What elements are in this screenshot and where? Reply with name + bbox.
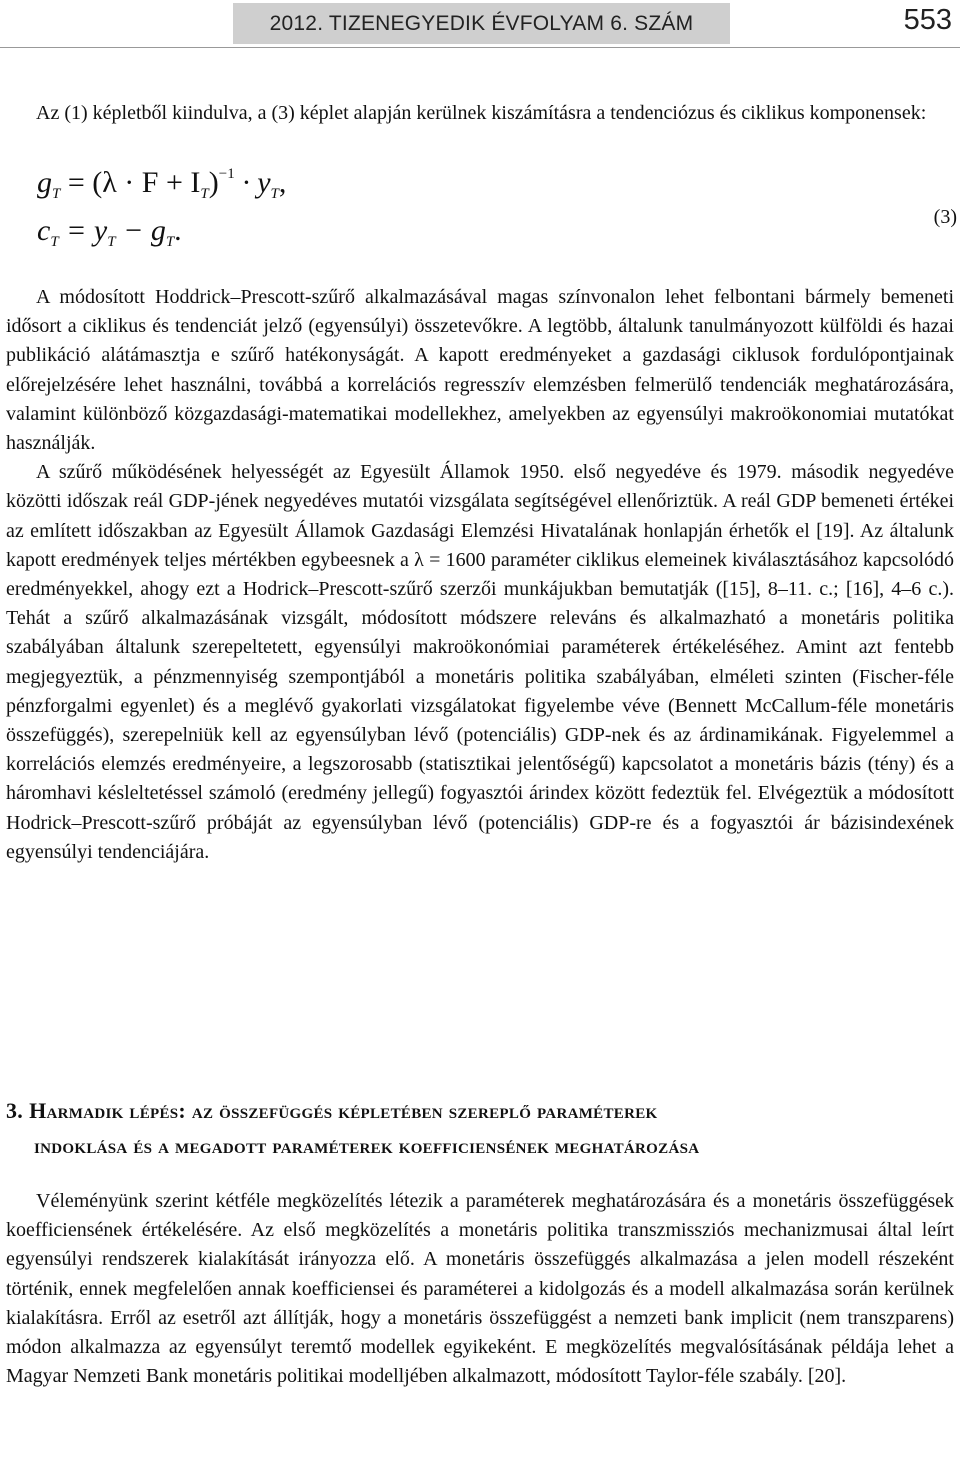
equation-symbol: c — [37, 214, 51, 247]
equation-symbol: g — [37, 166, 52, 199]
equation-subscript: T — [52, 186, 61, 202]
section-heading-3 — [6, 1093, 954, 1163]
equation-subscript: T — [50, 234, 59, 250]
equation-number: (3) — [933, 206, 957, 228]
main-text-section-3 — [6, 1187, 954, 1391]
equation-subscript: T — [200, 186, 209, 202]
equation-subscript: T — [107, 234, 116, 250]
equation-3 — [37, 166, 957, 266]
equation-term: = (λ · F + I — [60, 166, 201, 199]
main-text-section-2 — [6, 283, 954, 867]
intro-paragraph-block — [6, 99, 954, 128]
equation-term: ) — [208, 166, 219, 199]
equation-superscript: −1 — [218, 166, 235, 182]
equation-term: · y — [234, 166, 271, 199]
equation-line-g — [37, 166, 286, 203]
equation-line-c — [37, 214, 182, 251]
paragraph-approaches: Véleményünk szerint kétféle megközelítés létezik a paraméterek meghatározására és a monetáris összefüggések koefficiensének értékelésére. Az első megközelítés a monetáris politika transzmissziós mechanizmusai által leírt egyensúlyi rendszerek kialakítását irányozza elő. A monetáris összefüggés alkalmazása a jelen modell részeként történik, ennek megfelelően annak koefficiensei és paraméterei a kidolgozás és a modell alkalmazása során kerülnek kialakításra. Erről az esetről azt állítják, hogy a monetáris összefüggést a nemzeti bank implicit (nem transzparens) módon alkalmazza az egyensúlyt teremtő modellek egyikeként. E megközelítés megvalósításának példája lehet a Magyar Nemzeti Bank monetáris politikai modelljében alkalmazott, módosított Taylor-féle szabály. [20]. — [6, 1190, 954, 1388]
equation-term: , — [278, 166, 287, 199]
running-header-band — [233, 3, 730, 44]
intro-paragraph: Az (1) képletből kiindulva, a (3) képlet alapján kerülnek kiszámításra a tendenciózus és ciklikus komponensek: — [36, 102, 927, 124]
page-number: 553 — [903, 4, 952, 36]
equation-subscript: T — [270, 186, 279, 202]
paragraph-filter-description: A módosított Hoddrick–Prescott-szűrő alkalmazásával magas színvonalon lehet felbontani bármely bemeneti idősort a ciklikus és tendenciát jelző (egyensúlyi) összetevőkre. A legtöbb, általunk tanulmányozott külföldi és hazai publikáció alátámasztja e szűrő hatékonyságát. A kapott eredményeket a gazdasági ciklusok fordulópontjainak előrejelzésére lehet használni, továbbá a korrelációs regresszív elemzésben felmerülő tendenciák meghatározására, valamint különböző közgazdasági-matematikai modellekhez, amelyekben az egyensúlyi makroökonomiai mutatókat használják. — [6, 286, 954, 455]
section-title-line-2: indoklása és a megadott paraméterek koefficiensének meghatározása — [34, 1133, 700, 1158]
section-title-line-1: Harmadik lépés: az összefüggés képletében szereplő paraméterek — [29, 1098, 658, 1123]
equation-term: . — [174, 214, 182, 247]
paragraph-filter-validation: A szűrő működésének helyességét az Egyesült Államok 1950. első negyedéve és 1979. második negyedéve közötti időszak reál GDP-jének negyedéves mutatói vizsgálata segítségével ellenőriztük. A reál GDP bemeneti értékei az említett időszakban az Egyesült Államok Gazdasági Elemzési Hivatalának honlapján érhetők el [19]. Az általunk kapott eredmények teljes mértékben egybeesnek a λ = 1600 paraméter ciklikus elemeinek kiválasztásához kapcsolódó eredményekkel, ahogy ezt a Hodrick–Prescott-szűrő szerzői munkájukban bemutatják ([15], 8–11. c.; [16], 4–6 c.). Tehát a szűrő alkalmazásának vizsgált, módosított módszere releváns és alkalmazható a monetáris politika szabályában általunk szerepeltetett, egyensúlyi makroökonómiai paraméterek értékeléséhez. Amint azt fentebb megjegyeztük, a pénzmennyiség szempontjából a monetáris politika szabályában, elméleti szinten (Fischer-féle pénzforgalmi egyenlet) és a meglévő gyakorlati vizsgálatokat figyelembe véve (Bennett McCallum-féle monetáris összefüggés), szerepelniük kell az egyensúlyban lévő (potenciális) GDP-nek és az árdinamikának. Figyelemmel a korrelációs elemzés eredményeire, a legszorosabb (statisztikai jelentőségű) kapcsolatot a monetáris bázis (tény) és a háromhavi késleltetéssel számoló (eredmény jellegű) fogyasztói árindex között fedeztük fel. Elvégeztük a módosított Hodrick–Prescott-szűrő próbáját az egyensúlyban lévő (potenciális) GDP-re és a fogyasztói ár bázisindexének egyensúlyi tendenciájára. — [6, 461, 954, 863]
equation-subscript: T — [165, 234, 175, 250]
running-header-title: 2012. TIZENEGYEDIK ÉVFOLYAM 6. SZÁM — [269, 11, 694, 35]
equation-term: − g — [115, 214, 166, 247]
equation-term: = y — [58, 214, 108, 247]
section-number: 3. — [6, 1098, 24, 1123]
header-divider — [0, 47, 960, 48]
